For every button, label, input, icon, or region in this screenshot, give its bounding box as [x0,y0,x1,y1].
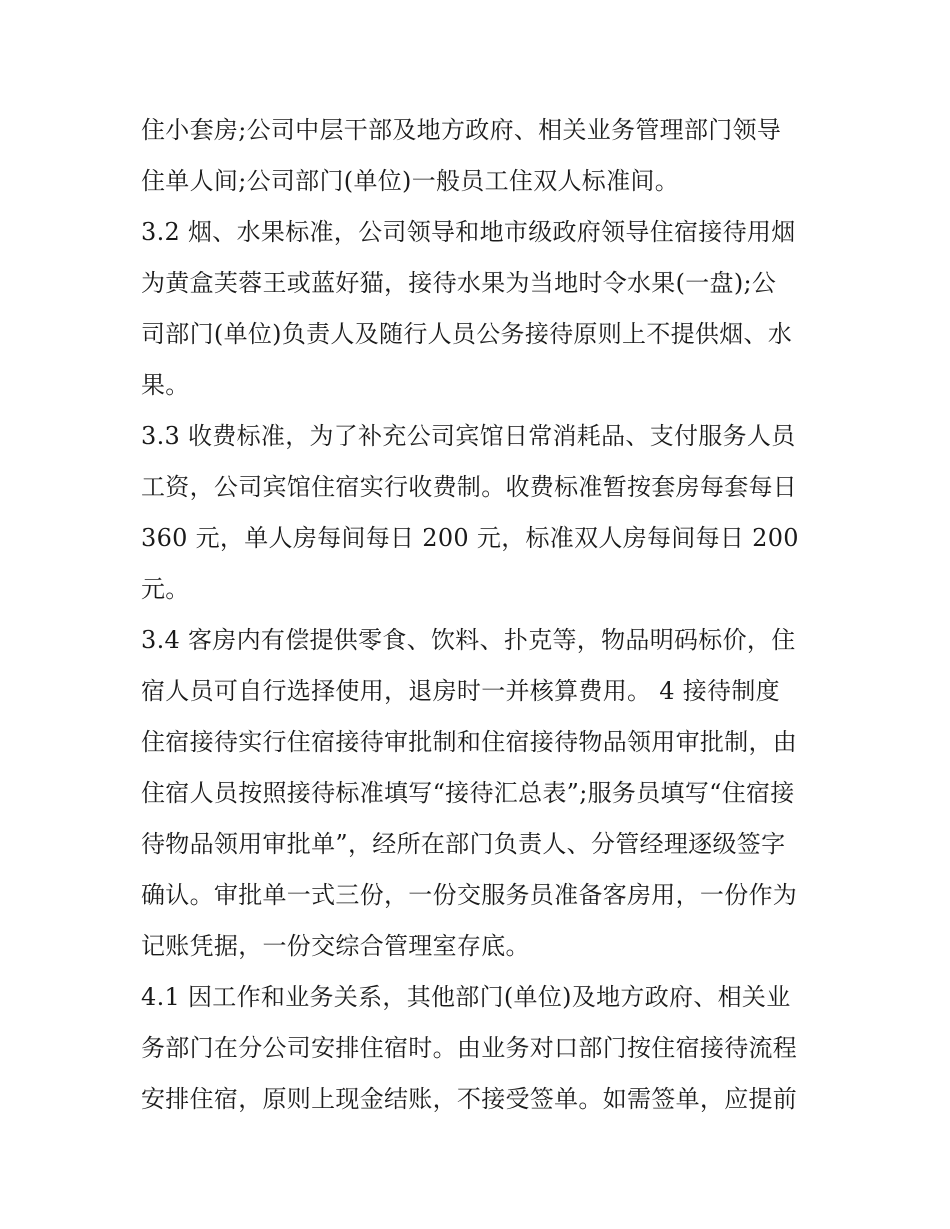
text-line-20: 安排住宿，原则上现金结账，不接受签单。如需签单，应提前 [141,1085,798,1113]
text-line-11: 3.4 客房内有偿提供零食、饮料、扑克等，物品明码标价，住 [141,626,796,654]
text-line-14: 住宿人员按照接待标准填写“接待汇总表”;服务员填写“住宿接 [141,779,795,807]
text-line-3: 3.2 烟、水果标准，公司领导和地市级政府领导住宿接待用烟 [141,218,796,246]
text-line-7: 3.3 收费标准，为了补充公司宾馆日常消耗品、支付服务人员 [141,422,796,450]
text-line-10: 元。 [141,575,190,603]
text-line-15: 待物品领用审批单”，经所在部门负责人、分管经理逐级签字 [141,830,786,858]
text-line-16: 确认。审批单一式三份，一份交服务员准备客房用，一份作为 [141,881,798,909]
text-line-6: 果。 [141,371,190,399]
text-line-8: 工资，公司宾馆住宿实行收费制。收费标准暂按套房每套每日 [141,473,798,501]
text-line-4: 为黄盒芙蓉王或蓝好猫，接待水果为当地时令水果(一盘);公 [141,269,777,297]
text-line-2: 住单人间;公司部门(单位)一般员工住双人标准间。 [141,167,680,195]
text-line-18: 4.1 因工作和业务关系，其他部门(单位)及地方政府、相关业 [141,983,791,1011]
text-line-17: 记账凭据，一份交综合管理室存底。 [141,932,530,960]
text-line-5: 司部门(单位)负责人及随行人员公务接待原则上不提供烟、水 [141,320,793,348]
text-line-12: 宿人员可自行选择使用，退房时一并核算费用。 4 接待制度 [141,677,780,705]
text-line-19: 务部门在分公司安排住宿时。由业务对口部门按住宿接待流程 [141,1034,798,1062]
text-line-1: 住小套房;公司中层干部及地方政府、相关业务管理部门领导 [141,116,782,144]
text-line-9: 360 元，单人房每间每日 200 元，标准双人房每间每日 200 [141,524,799,552]
text-line-13: 住宿接待实行住宿接待审批制和住宿接待物品领用审批制，由 [141,728,798,756]
